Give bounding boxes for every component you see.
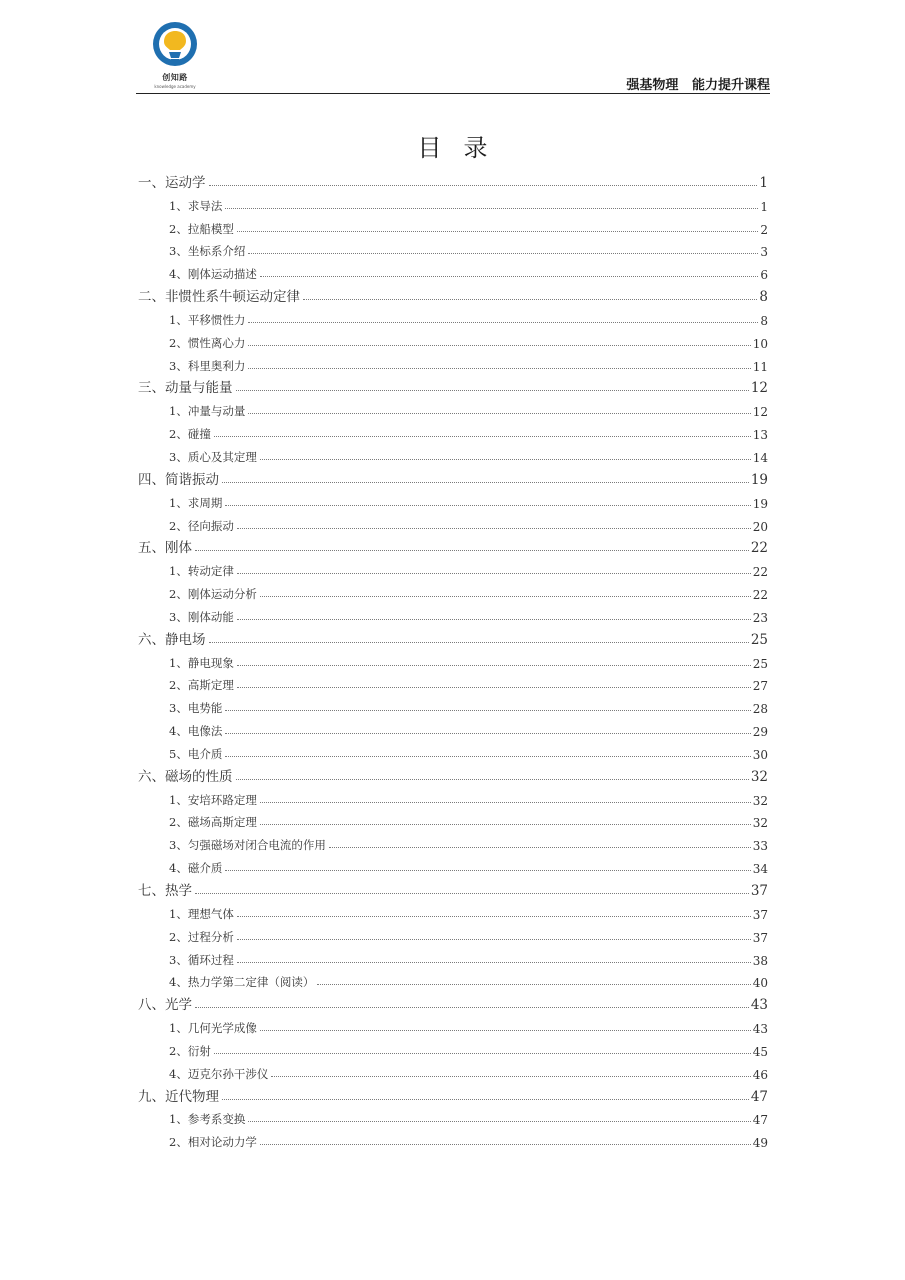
toc-entry-page-number: 33 (752, 839, 768, 854)
dot-leader (237, 527, 751, 529)
dot-leader (248, 367, 750, 369)
dot-leader (209, 641, 749, 643)
toc-entry-page-number: 32 (752, 816, 768, 831)
dot-leader (248, 344, 750, 346)
toc-entry-label: 3、质心及其定理 (169, 449, 257, 464)
toc-section-entry[interactable] (138, 214, 768, 237)
toc-entry-page-number: 40 (752, 976, 768, 991)
toc-section-entry[interactable] (138, 671, 768, 694)
toc-entry-label: 3、科里奥利力 (169, 358, 246, 373)
toc-section-entry[interactable] (138, 511, 768, 534)
toc-entry-label: 2、惯性离心力 (169, 335, 246, 350)
toc-chapter-entry[interactable] (138, 465, 768, 488)
dot-leader (237, 572, 751, 574)
toc-entry-label: 1、安培环路定理 (169, 792, 257, 807)
toc-entry-label: 2、高斯定理 (169, 678, 234, 693)
dot-leader (214, 435, 751, 437)
toc-entry-label: 九、近代物理 (138, 1088, 219, 1105)
toc-entry-label: 2、过程分析 (169, 929, 234, 944)
toc-entry-label: 六、静电场 (138, 631, 206, 648)
toc-entry-page-number: 37 (752, 907, 768, 922)
dot-leader (237, 915, 751, 917)
dot-leader (260, 1143, 751, 1145)
toc-section-entry[interactable] (138, 579, 768, 602)
toc-section-entry[interactable] (138, 237, 768, 260)
toc-entry-page-number: 13 (752, 428, 768, 443)
toc-entry-label: 3、坐标系介绍 (169, 244, 246, 259)
toc-entry-label: 八、光学 (138, 997, 192, 1014)
toc-section-entry[interactable] (138, 716, 768, 739)
dot-leader (248, 252, 758, 254)
toc-chapter-entry[interactable] (138, 762, 768, 785)
toc-entry-page-number: 8 (760, 313, 768, 328)
toc-entry-page-number: 23 (752, 610, 768, 625)
table-of-contents (138, 168, 768, 1150)
toc-chapter-entry[interactable] (138, 374, 768, 397)
toc-entry-label: 1、几何光学成像 (169, 1021, 257, 1036)
dot-leader (248, 412, 750, 414)
toc-entry-label: 1、求周期 (169, 495, 223, 510)
toc-section-entry[interactable] (138, 1059, 768, 1082)
toc-chapter-entry[interactable] (138, 876, 768, 899)
dot-leader (237, 686, 751, 688)
toc-section-entry[interactable] (138, 853, 768, 876)
toc-entry-page-number: 12 (750, 380, 768, 397)
toc-section-entry[interactable] (138, 419, 768, 442)
toc-entry-page-number: 20 (752, 519, 768, 534)
dot-leader (225, 869, 750, 871)
toc-entry-page-number: 29 (752, 725, 768, 740)
toc-section-entry[interactable] (138, 556, 768, 579)
dot-leader (214, 1052, 751, 1054)
toc-entry-page-number: 30 (752, 747, 768, 762)
toc-entry-label: 4、磁介质 (169, 861, 223, 876)
dot-leader (236, 389, 749, 391)
toc-section-entry[interactable] (138, 328, 768, 351)
toc-entry-page-number: 37 (752, 930, 768, 945)
dot-leader (225, 504, 750, 506)
toc-section-entry[interactable] (138, 602, 768, 625)
dot-leader (260, 1029, 751, 1031)
toc-section-entry[interactable] (138, 968, 768, 991)
toc-entry-page-number: 32 (752, 793, 768, 808)
dot-leader (303, 298, 757, 300)
toc-entry-page-number: 1 (759, 174, 768, 191)
toc-entry-page-number: 46 (752, 1067, 768, 1082)
toc-section-entry[interactable] (138, 1105, 768, 1128)
toc-section-entry[interactable] (138, 1127, 768, 1150)
toc-entry-label: 2、磁场高斯定理 (169, 815, 257, 830)
dot-leader (248, 1120, 750, 1122)
toc-entry-page-number: 45 (752, 1044, 768, 1059)
toc-chapter-entry[interactable] (138, 282, 768, 305)
toc-chapter-entry[interactable] (138, 990, 768, 1013)
toc-entry-label: 3、刚体动能 (169, 609, 234, 624)
toc-entry-page-number: 22 (750, 540, 768, 557)
toc-entry-label: 2、衍射 (169, 1043, 211, 1058)
toc-entry-page-number: 27 (752, 679, 768, 694)
toc-entry-page-number: 12 (752, 405, 768, 420)
toc-entry-label: 1、冲量与动量 (169, 404, 246, 419)
toc-entry-page-number: 34 (752, 862, 768, 877)
toc-entry-page-number: 3 (760, 245, 768, 260)
toc-chapter-entry[interactable] (138, 534, 768, 557)
toc-chapter-entry[interactable] (138, 625, 768, 648)
dot-leader (225, 207, 758, 209)
toc-chapter-entry[interactable] (138, 168, 768, 191)
toc-section-entry[interactable] (138, 899, 768, 922)
toc-entry-label: 2、径向振动 (169, 518, 234, 533)
toc-entry-label: 4、迈克尔孙干涉仪 (169, 1066, 269, 1081)
toc-entry-label: 3、电势能 (169, 701, 223, 716)
toc-section-entry[interactable] (138, 488, 768, 511)
toc-chapter-entry[interactable] (138, 1082, 768, 1105)
toc-entry-label: 2、相对论动力学 (169, 1135, 257, 1150)
toc-entry-label: 二、非惯性系牛顿运动定律 (138, 289, 300, 306)
toc-entry-page-number: 47 (750, 1088, 768, 1105)
toc-entry-page-number: 6 (760, 268, 768, 283)
toc-entry-page-number: 47 (752, 1113, 768, 1128)
course-title: 强基物理 能力提升课程 (626, 78, 770, 93)
toc-section-entry[interactable] (138, 305, 768, 328)
dot-leader (225, 732, 750, 734)
toc-entry-label: 2、碰撞 (169, 427, 211, 442)
toc-entry-label: 2、刚体运动分析 (169, 587, 257, 602)
toc-section-entry[interactable] (138, 351, 768, 374)
logo-subtitle: knowledge academy (154, 84, 196, 89)
toc-entry-label: 2、拉船模型 (169, 221, 234, 236)
page-title: 目录 (417, 134, 510, 162)
toc-entry-label: 三、动量与能量 (138, 380, 233, 397)
toc-section-entry[interactable] (138, 1036, 768, 1059)
toc-section-entry[interactable] (138, 191, 768, 214)
toc-entry-page-number: 38 (752, 953, 768, 968)
toc-entry-label: 五、刚体 (138, 540, 192, 557)
toc-entry-page-number: 19 (750, 471, 768, 488)
dot-leader (260, 823, 751, 825)
toc-entry-label: 1、平移惯性力 (169, 312, 246, 327)
toc-section-entry[interactable] (138, 830, 768, 853)
dot-leader (222, 481, 749, 483)
dot-leader (237, 618, 751, 620)
dot-leader (236, 778, 749, 780)
toc-entry-label: 4、电像法 (169, 724, 223, 739)
toc-entry-page-number: 11 (752, 359, 768, 374)
toc-entry-page-number: 25 (752, 656, 768, 671)
toc-section-entry[interactable] (138, 945, 768, 968)
toc-entry-label: 一、运动学 (138, 174, 206, 191)
toc-entry-page-number: 43 (750, 997, 768, 1014)
toc-entry-page-number: 1 (760, 199, 768, 214)
dot-leader (222, 1098, 749, 1100)
toc-entry-label: 4、刚体运动描述 (169, 267, 257, 282)
toc-section-entry[interactable] (138, 739, 768, 762)
toc-entry-label: 1、参考系变换 (169, 1112, 246, 1127)
dot-leader (225, 709, 750, 711)
toc-section-entry[interactable] (138, 1013, 768, 1036)
toc-section-entry[interactable] (138, 808, 768, 831)
logo (140, 20, 210, 92)
dot-leader (237, 230, 759, 232)
toc-entry-page-number: 10 (752, 336, 768, 351)
toc-entry-label: 1、转动定律 (169, 564, 234, 579)
toc-section-entry[interactable] (138, 442, 768, 465)
toc-entry-page-number: 22 (752, 565, 768, 580)
toc-entry-label: 六、磁场的性质 (138, 768, 233, 785)
toc-entry-label: 3、匀强磁场对闭合电流的作用 (169, 838, 326, 853)
toc-entry-page-number: 2 (760, 222, 768, 237)
toc-entry-page-number: 43 (752, 1022, 768, 1037)
dot-leader (260, 275, 759, 277)
dot-leader (237, 938, 751, 940)
toc-section-entry[interactable] (138, 396, 768, 419)
dot-leader (260, 458, 751, 460)
toc-entry-label: 四、简谐振动 (138, 471, 219, 488)
dot-leader (271, 1075, 750, 1077)
toc-section-entry[interactable] (138, 922, 768, 945)
toc-entry-label: 5、电介质 (169, 746, 223, 761)
toc-entry-label: 1、静电现象 (169, 655, 234, 670)
toc-entry-label: 1、理想气体 (169, 906, 234, 921)
header-divider (136, 93, 770, 94)
toc-entry-page-number: 8 (759, 289, 768, 306)
toc-entry-page-number: 37 (750, 883, 768, 899)
dot-leader (195, 1006, 749, 1008)
dot-leader (209, 184, 758, 186)
toc-entry-page-number: 22 (752, 588, 768, 603)
toc-section-entry[interactable] (138, 259, 768, 282)
toc-entry-page-number: 25 (750, 631, 768, 648)
dot-leader (225, 755, 750, 757)
toc-entry-page-number: 14 (752, 450, 768, 465)
toc-entry-page-number: 28 (752, 702, 768, 717)
dot-leader (195, 892, 749, 894)
toc-entry-label: 4、热力学第二定律（阅读） (169, 975, 315, 990)
toc-entry-page-number: 19 (752, 496, 768, 511)
dot-leader (237, 664, 751, 666)
toc-entry-page-number: 32 (750, 768, 768, 785)
dot-leader (237, 961, 751, 963)
dot-leader (317, 983, 750, 985)
toc-entry-label: 3、循环过程 (169, 952, 234, 967)
dot-leader (248, 321, 758, 323)
toc-entry-page-number: 49 (752, 1136, 768, 1151)
toc-section-entry[interactable] (138, 785, 768, 808)
toc-entry-label: 1、求导法 (169, 198, 223, 213)
lightbulb-logo-icon (140, 20, 210, 72)
dot-leader (329, 846, 751, 848)
toc-entry-label: 七、热学 (138, 883, 192, 899)
toc-section-entry[interactable] (138, 648, 768, 671)
toc-section-entry[interactable] (138, 693, 768, 716)
dot-leader (195, 549, 749, 551)
dot-leader (260, 595, 751, 597)
logo-name: 创知路 (162, 73, 188, 82)
dot-leader (260, 801, 751, 803)
